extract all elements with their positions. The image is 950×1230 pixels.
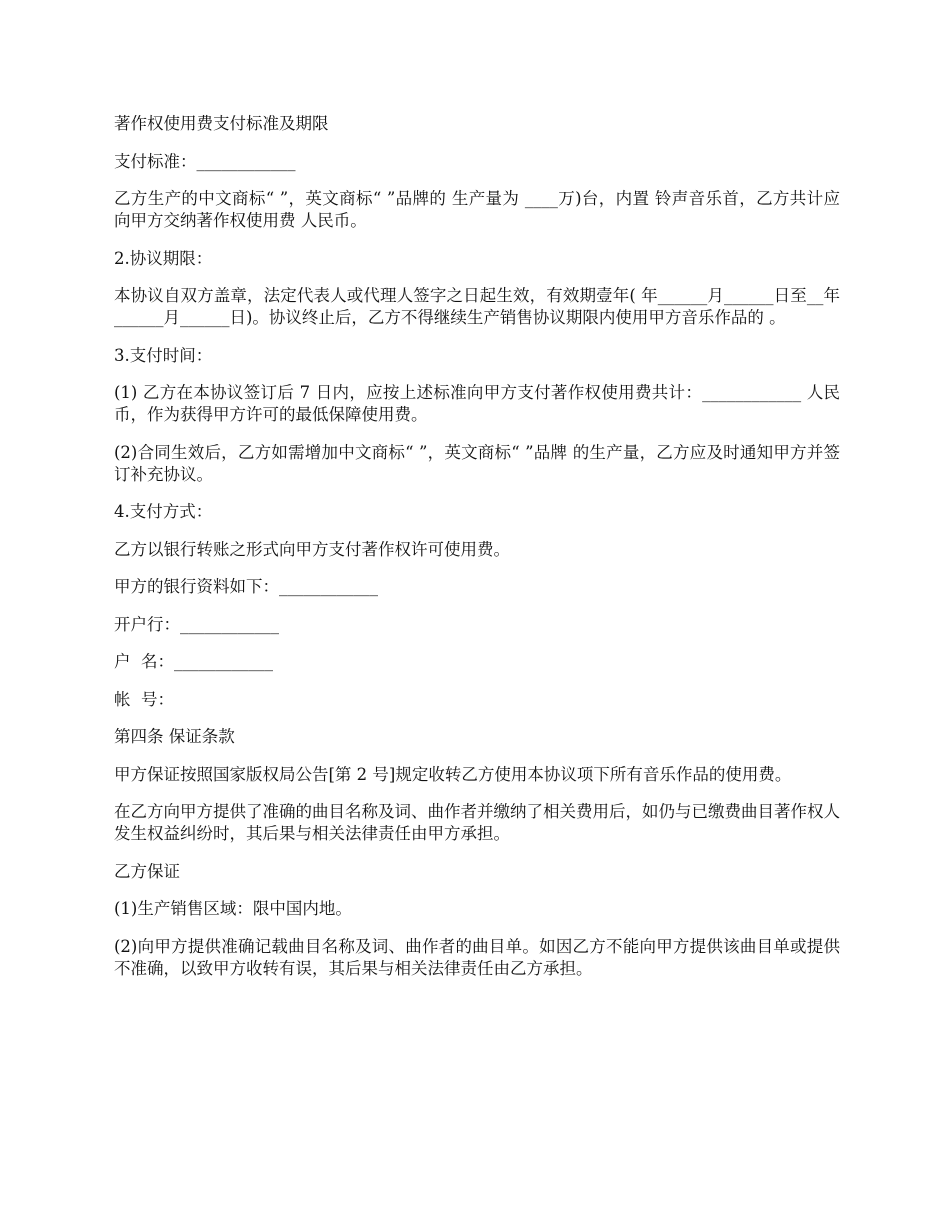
- section-heading-payment-method: 4.支付方式：: [114, 502, 213, 521]
- party-b-clause-2: (2)向甲方提供准确记载曲目名称及词、曲作者的曲目单。如因乙方不能向甲方提供该曲目单或提供不准确，以致甲方收转有误，其后果与相关法律责任由乙方承担。: [114, 936, 840, 978]
- article-four-heading: 第四条 保证条款: [114, 727, 235, 746]
- party-b-clause-1: (1)生产销售区域：限中国内地。: [114, 899, 352, 918]
- account-holder-line: 户 名：____________: [114, 652, 273, 671]
- section-heading-fee-standard: 著作权使用费支付标准及期限: [114, 114, 329, 133]
- account-number-line: 帐 号：: [114, 689, 174, 709]
- guarantee-paragraph-1: 甲方保证按照国家版权局公告[第 2 号]规定收转乙方使用本协议项下所有音乐作品的使用费。: [114, 764, 792, 784]
- term-paragraph: 本协议自双方盖章，法定代表人或代理人签字之日起生效，有效期壹年( 年______月______日至__年______月______日)。协议终止后，乙方不得继续生产销售协议期限内使用甲方音乐作品的 。: [114, 286, 840, 327]
- section-heading-term: 2.协议期限：: [114, 248, 213, 268]
- payment-time-clause-1: (1) 乙方在本协议签订后 7 日内，应按上述标准向甲方支付著作权使用费共计：____________ 人民币，作为获得甲方许可的最低保障使用费。: [114, 383, 840, 424]
- section-heading-payment-time: 3.支付时间：: [114, 345, 213, 365]
- bank-info-line: 甲方的银行资料如下：____________: [114, 577, 378, 596]
- payment-method-paragraph: 乙方以银行转账之形式向甲方支付著作权许可使用费。: [114, 539, 510, 559]
- payment-standard-line: 支付标准：____________: [114, 151, 296, 171]
- production-paragraph: 乙方生产的中文商标“ ”，英文商标“ ”品牌的 生产量为 ____万)台，内置 铃声音乐首，乙方共计应向甲方交纳著作权使用费 人民币。: [114, 189, 840, 230]
- payment-time-clause-2: (2)合同生效后，乙方如需增加中文商标“ ”，英文商标“ ”品牌 的生产量，乙方应及时通知甲方并签订补充协议。: [114, 442, 840, 484]
- party-b-guarantee-heading: 乙方保证: [114, 861, 180, 881]
- guarantee-paragraph-2: 在乙方向甲方提供了准确的曲目名称及词、曲作者并缴纳了相关费用后，如仍与已缴费曲目著作权人发生权益纠纷时，其后果与相关法律责任由甲方承担。: [114, 802, 840, 843]
- bank-name-line: 开户行：____________: [114, 614, 279, 634]
- document-page: [114, 113, 840, 995]
